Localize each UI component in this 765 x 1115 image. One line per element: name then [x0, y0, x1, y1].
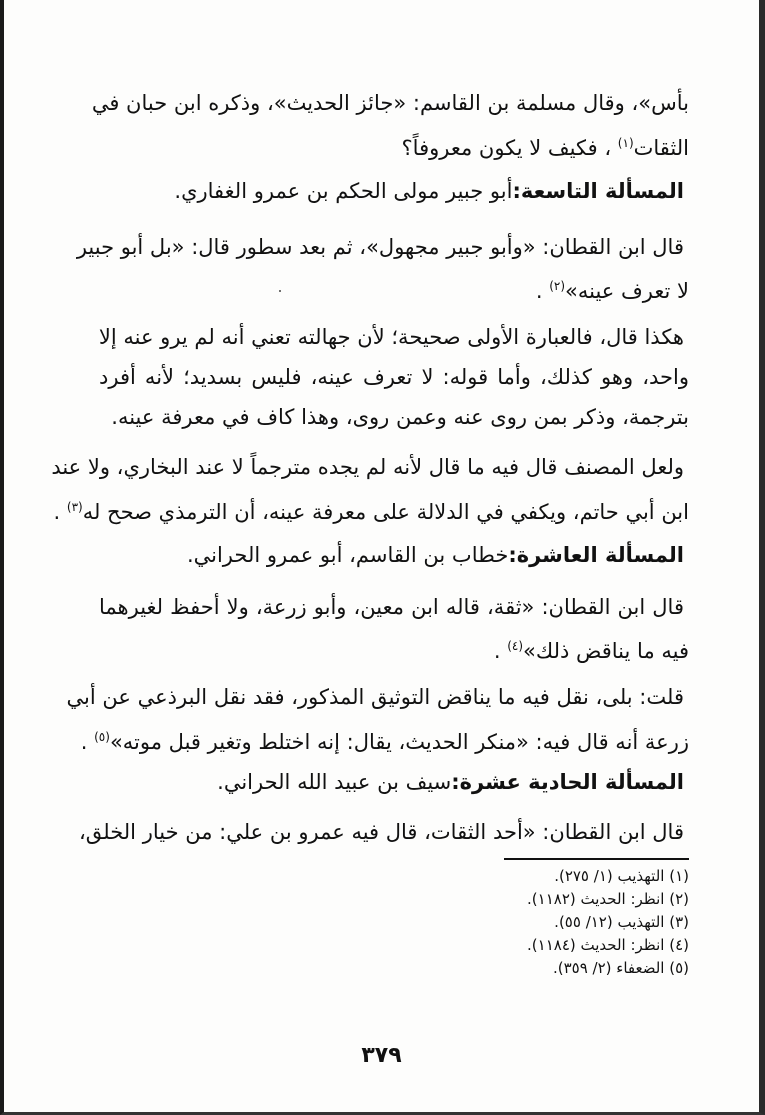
text-segment: .	[493, 639, 501, 663]
text-line-4: قال ابن القطان: «وأبو جبير مجهول»، ثم بعد سطور قال: «بل أبو جبير	[76, 235, 684, 259]
text-segment: فيه ما يناقض ذلك»	[523, 639, 689, 663]
text-line-8: بترجمة، وذكر بمن روى عنه وعمن روى، وهذا كاف في معرفة عينه.	[111, 405, 689, 429]
footnote-2: (٢) انظر: الحديث (١١٨٢).	[527, 890, 689, 908]
text-segment: ، فكيف لا يكون معروفاً؟	[401, 136, 612, 160]
text-segment: لا تعرف عينه»	[565, 279, 689, 303]
footnote-ref-2: (٢)	[549, 279, 566, 293]
text-segment: زرعة أنه قال فيه: «منكر الحديث، يقال: إنه اختلط وتغير قبل موته»	[109, 730, 689, 754]
text-segment: ابن أبي حاتم، ويكفي في الدلالة على معرفة عينه، أن الترمذي صحح له	[82, 500, 689, 524]
text-line-15	[80, 722, 689, 757]
issue-9-subject: أبو جبير مولى الحكم بن عمرو الغفاري.	[174, 179, 513, 203]
text-line-1: بأس»، وقال مسلمة بن القاسم: «جائز الحديث»، وذكره ابن حبان في	[91, 91, 689, 115]
footnote-ref-4: (٤)	[507, 639, 524, 653]
text-segment: .	[53, 500, 61, 524]
text-line-17: قال ابن القطان: «أحد الثقات، قال فيه عمرو بن علي: من خيار الخلق،	[78, 820, 684, 844]
text-line-7: واحد، وهو كذلك، وأما قوله: لا تعرف عينه، فليس بسديد؛ لأنه أفرد	[99, 365, 689, 389]
footnote-separator	[504, 858, 689, 860]
footnote-5: (٥) الضعفاء (٢/ ٣٥٩).	[552, 959, 689, 977]
text-line-14: قلت: بلى، نقل فيه ما يناقض التوثيق المذكور، فقد نقل البرذعي عن أبي	[66, 685, 684, 709]
text-line-2	[99, 128, 689, 163]
text-segment: .	[535, 279, 543, 303]
text-line-9: ولعل المصنف قال فيه ما قال لأنه لم يجده مترجماً لا عند البخاري، ولا عند	[51, 455, 684, 479]
text-line-12: قال ابن القطان: «ثقة، قاله ابن معين، وأبو زرعة، ولا أحفظ لغيرهما	[99, 595, 684, 619]
footnote-3: (٣) التهذيب (١٢/ ٥٥).	[554, 913, 689, 931]
text-line-5	[99, 271, 689, 306]
ink-speck	[279, 290, 281, 292]
text-segment: .	[80, 730, 88, 754]
issue-9-heading	[99, 176, 684, 206]
text-line-13	[99, 631, 689, 666]
text-line-10	[53, 492, 689, 527]
issue-10-label: المسألة العاشرة:	[508, 543, 684, 567]
footnote-ref-5: (٥)	[94, 730, 110, 744]
footnote-4: (٤) انظر: الحديث (١١٨٤).	[527, 936, 689, 954]
footnote-ref-1: (١)	[617, 136, 634, 150]
text-line-6: هكذا قال، فالعبارة الأولى صحيحة؛ لأن جهالته تعني أنه لم يرو عنه إلا	[98, 325, 684, 349]
issue-10-heading	[99, 540, 684, 570]
footnote-1: (١) التهذيب (١/ ٢٧٥).	[554, 867, 689, 885]
issue-9-label: المسألة التاسعة:	[512, 179, 684, 203]
issue-11-heading	[99, 767, 684, 797]
footnote-ref-3: (٣)	[66, 500, 83, 514]
issue-11-subject: سيف بن عبيد الله الحراني.	[217, 770, 452, 794]
issue-11-label: المسألة الحادية عشرة:	[451, 770, 684, 794]
page-number: ٣٧٩	[361, 1043, 402, 1068]
issue-10-subject: خطاب بن القاسم، أبو عمرو الحراني.	[186, 543, 509, 567]
text-segment: الثقات	[633, 136, 689, 160]
